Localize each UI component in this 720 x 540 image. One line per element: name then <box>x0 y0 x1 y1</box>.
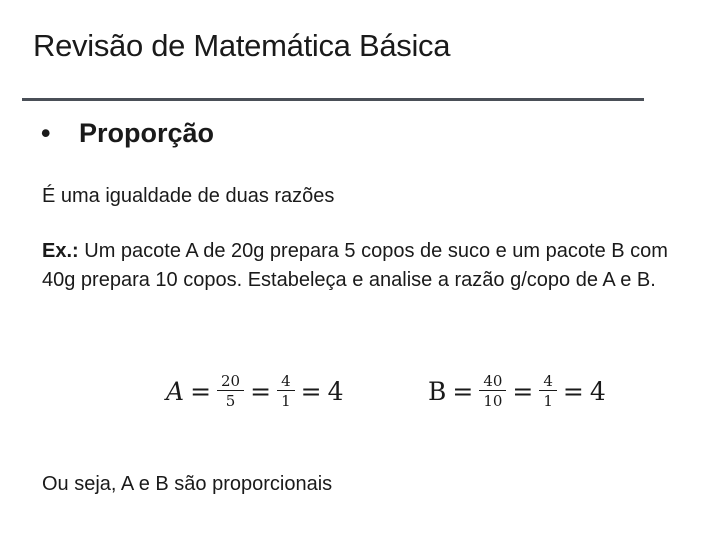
fraction-b-2 <box>541 372 555 410</box>
fraction-denominator: 1 <box>277 390 295 410</box>
fraction-denominator: 5 <box>217 390 244 410</box>
fraction-numerator: 40 <box>483 372 503 390</box>
equals-sign: = <box>190 376 212 406</box>
equation-b-result: 4 <box>589 376 606 406</box>
equation-a <box>166 372 343 410</box>
conclusion-text: Ou seja, A e B são proporcionais <box>42 473 333 495</box>
equals-sign: = <box>250 376 272 406</box>
fraction-a-2 <box>279 372 293 410</box>
equals-sign: = <box>512 376 534 406</box>
bullet-icon: • <box>41 118 51 148</box>
example-paragraph <box>42 237 702 295</box>
definition-text: É uma igualdade de duas razões <box>42 185 335 207</box>
fraction-b-1 <box>481 372 504 410</box>
slide-title: Revisão de Matemática Básica <box>33 28 451 63</box>
equation-a-result: 4 <box>327 376 344 406</box>
equation-a-variable: A <box>166 376 185 406</box>
example-label: Ex.: <box>42 240 79 262</box>
equation-b-variable: B <box>428 376 447 406</box>
equation-b <box>428 372 606 410</box>
equals-sign: = <box>562 376 584 406</box>
bullet-heading-row <box>41 118 214 149</box>
fraction-denominator: 1 <box>539 390 557 410</box>
fraction-numerator: 4 <box>543 372 553 390</box>
fraction-numerator: 4 <box>281 372 291 390</box>
example-text: Um pacote A de 20g prepara 5 copos de suco e um pacote B com 40g prepara 10 copos. Estabeleça e analise a razão g/copo de A e B. <box>42 240 668 291</box>
fraction-a-1 <box>219 372 242 410</box>
equals-sign: = <box>300 376 322 406</box>
fraction-numerator: 20 <box>221 372 241 390</box>
title-divider <box>22 98 644 101</box>
bullet-heading: Proporção <box>79 118 215 148</box>
fraction-denominator: 10 <box>479 390 506 410</box>
equals-sign: = <box>452 376 474 406</box>
